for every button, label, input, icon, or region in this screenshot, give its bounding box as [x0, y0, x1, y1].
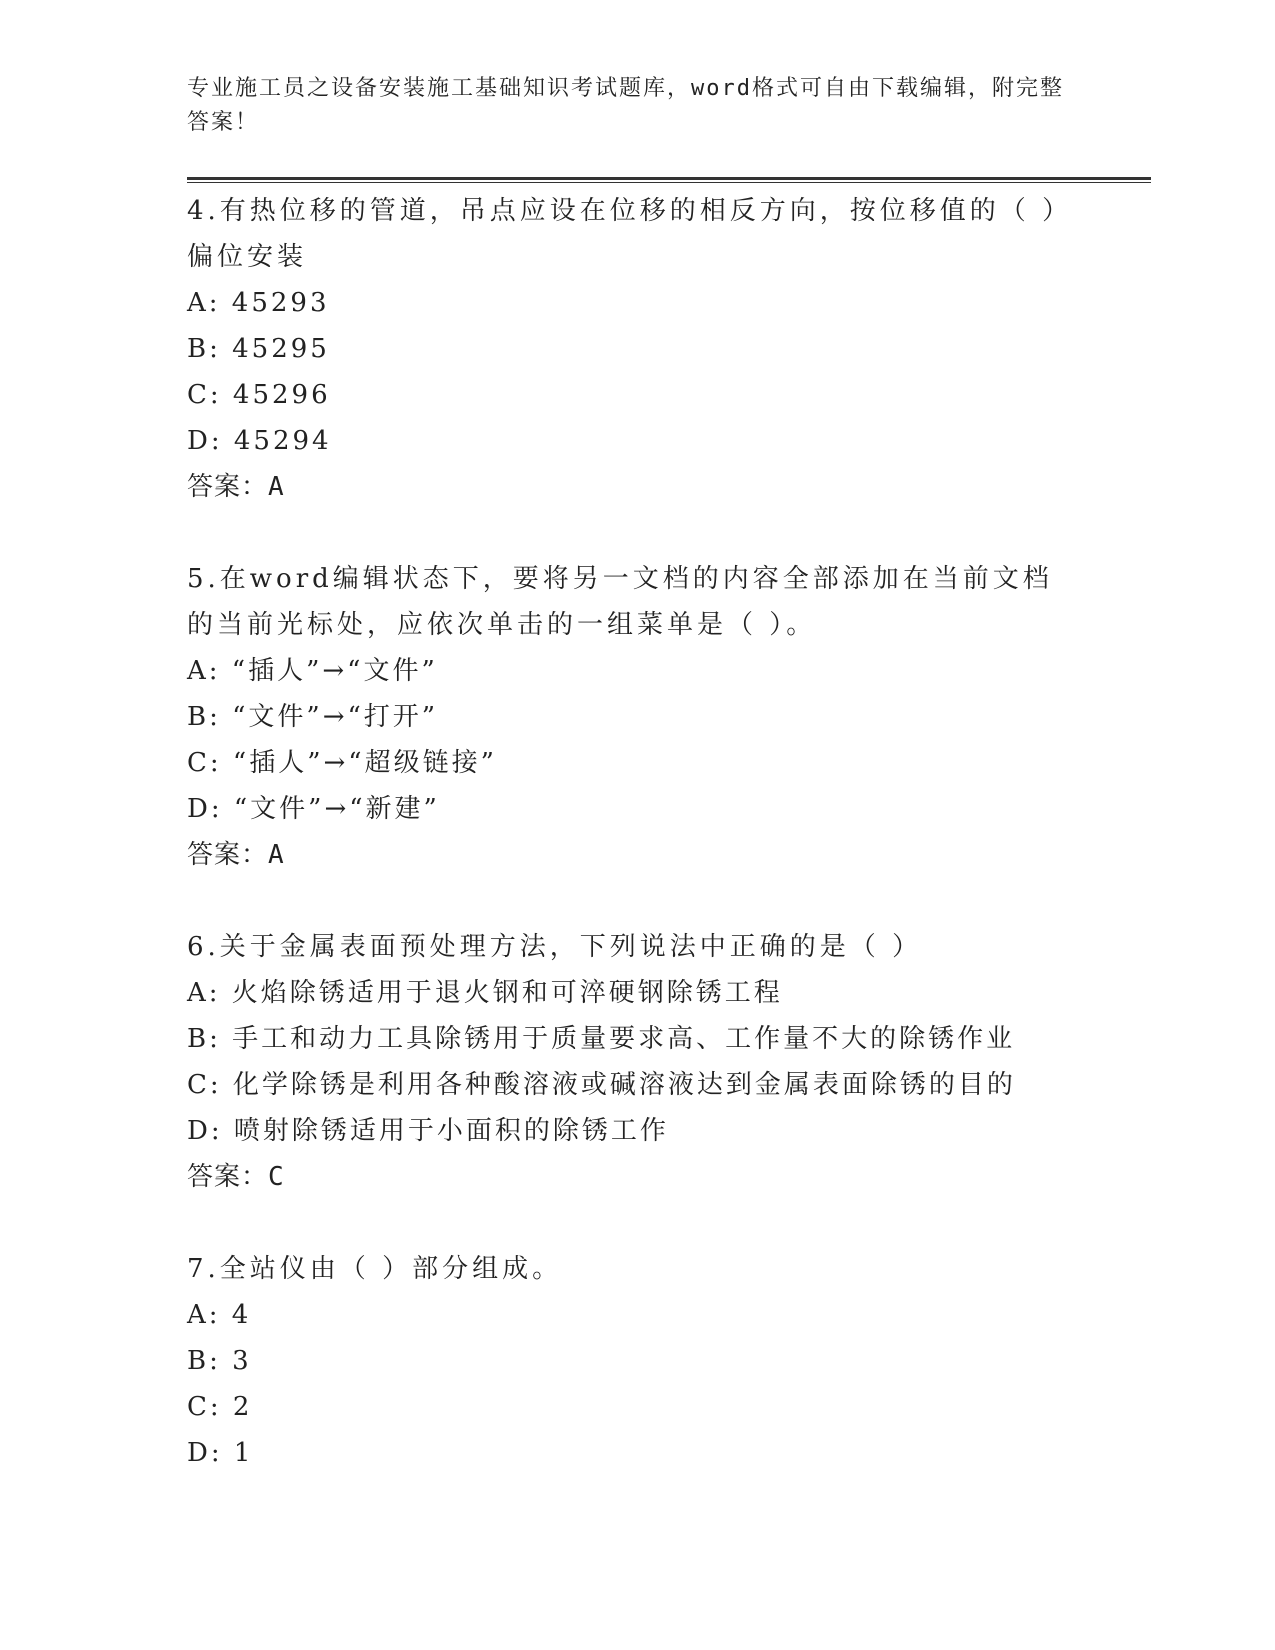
page-header: 专业施工员之设备安装施工基础知识考试题库，word格式可自由下载编辑，附完整答案！ [187, 76, 1064, 135]
option-b: B: 手工和动力工具除锈用于质量要求高、工作量不大的除锈作业 [187, 1024, 1016, 1054]
option-c: C: 化学除锈是利用各种酸溶液或碱溶液达到金属表面除锈的目的 [187, 1070, 1016, 1100]
answer-line: 答案：A [187, 840, 285, 870]
question-text: 7.全站仪由（ ）部分组成。 [187, 1254, 563, 1284]
option-c: C: 2 [187, 1392, 253, 1422]
option-b: B: “文件”→“打开” [187, 702, 439, 732]
header-rule-thick [187, 177, 1151, 180]
question-text: 4.有热位移的管道，吊点应设在位移的相反方向，按位移值的（ ）偏位安装 [187, 196, 1060, 272]
option-d: D: 喷射除锈适用于小面积的除锈工作 [187, 1116, 669, 1146]
option-d: D: 1 [187, 1438, 254, 1468]
option-c: C: 45296 [187, 380, 331, 410]
header-rule-thin [187, 182, 1151, 183]
question-7 [187, 1246, 1087, 1476]
question-text: 5.在word编辑状态下，要将另一文档的内容全部添加在当前文档的当前光标处，应依次单击的一组菜单是（ ）。 [187, 564, 1053, 640]
question-list [187, 188, 1087, 1476]
question-5 [187, 556, 1087, 878]
option-c: C: “插人”→“超级链接” [187, 748, 497, 778]
question-spacer [187, 510, 1087, 556]
question-spacer [187, 1200, 1087, 1246]
option-a: A: 4 [187, 1300, 252, 1330]
option-a: A: 火焰除锈适用于退火钢和可淬硬钢除锈工程 [187, 978, 783, 1008]
answer-line: 答案：A [187, 472, 285, 502]
option-d: D: 45294 [187, 426, 332, 456]
question-4 [187, 188, 1087, 510]
option-b: B: 3 [187, 1346, 252, 1376]
option-a: A: 45293 [187, 288, 330, 318]
question-text: 6.关于金属表面预处理方法，下列说法中正确的是（ ） [187, 932, 923, 962]
question-spacer [187, 878, 1087, 924]
option-b: B: 45295 [187, 334, 330, 364]
question-6 [187, 924, 1087, 1200]
option-d: D: “文件”→“新建” [187, 794, 440, 824]
answer-line: 答案：C [187, 1162, 285, 1192]
option-a: A: “插人”→“文件” [187, 656, 438, 686]
